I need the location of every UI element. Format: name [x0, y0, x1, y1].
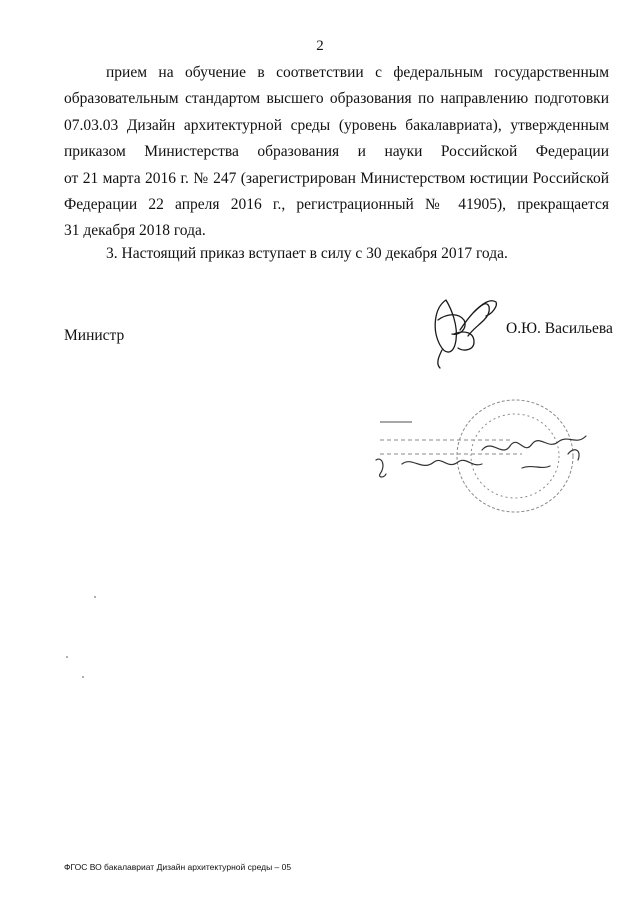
text-line: образовательным стандартом высшего образования по направлению подготовки — [64, 90, 609, 108]
paragraph-effective-date — [64, 241, 609, 267]
text-line: 07.03.03 Дизайн архитектурной среды (уровень бакалавриата), утвержденным — [64, 116, 609, 134]
text-line: 31 декабря 2018 года. — [64, 222, 206, 240]
paragraph-termination — [64, 60, 609, 245]
text-line: от 21 марта 2016 г. № 247 (зарегистрирован Министерством юстиции Российской — [64, 169, 609, 187]
scan-speck — [66, 656, 68, 658]
certification-stamp — [372, 398, 597, 523]
signatory-role: Министр — [64, 327, 125, 344]
handwritten-signature — [424, 290, 514, 370]
text-line: приказом Министерства образования и науки Российской Федерации — [64, 143, 609, 161]
text-line: Федерации 22 апреля 2016 г., регистрационный № 41905), прекращается — [64, 195, 609, 213]
scan-speck — [82, 676, 84, 678]
text-line: 3. Настоящий приказ вступает в силу с 30 декабря 2017 года. — [106, 245, 508, 262]
document-footer: ФГОС ВО бакалавриат Дизайн архитектурной среды – 05 — [64, 862, 292, 872]
text-line: прием на обучение в соответствии с федеральным государственным — [106, 64, 609, 81]
scan-speck — [94, 596, 96, 598]
signatory-name: О.Ю. Васильева — [506, 320, 613, 337]
page-number: 2 — [316, 38, 324, 54]
